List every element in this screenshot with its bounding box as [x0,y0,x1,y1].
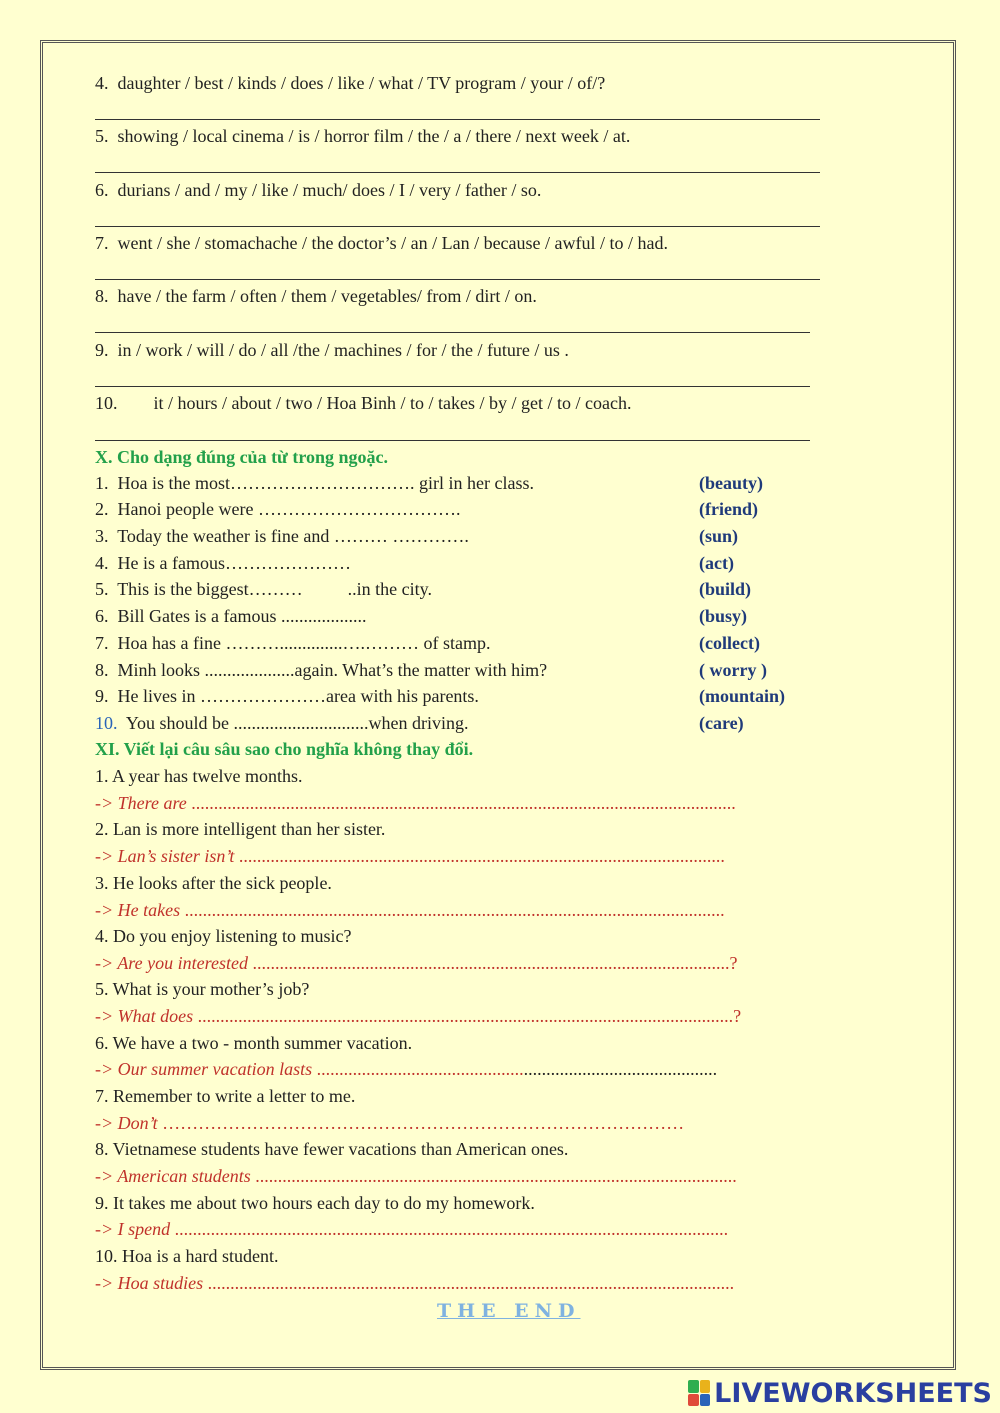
word-form-item: 7. Hoa has a fine ………..............….……… of stamp. [95,633,491,653]
word-hint: (beauty) [699,473,763,493]
answer-line[interactable] [95,172,820,173]
rewrite-question: 5. What is your mother’s job? [95,979,310,999]
word-hint: (friend) [699,499,758,519]
rewrite-question: 7. Remember to write a letter to me. [95,1086,356,1106]
rewrite-question: 1. A year has twelve months. [95,766,303,786]
rewrite-question: 10. Hoa is a hard student. [95,1246,279,1266]
rewrite-answer[interactable]: -> Hoa studies ..................................................................................................................... [95,1273,735,1293]
rewrite-question: 8. Vietnamese students have fewer vacations than American ones. [95,1139,569,1159]
answer-line[interactable] [95,279,820,280]
word-hint: (busy) [699,606,748,626]
word-form-item: 6. Bill Gates is a famous ................... [95,606,367,626]
word-form-item: 5. This is the biggest……… ..in the city. [95,579,432,599]
rewrite-question: 6. We have a two - month summer vacation. [95,1033,413,1053]
word-hint: (collect) [699,633,760,653]
word-form-item: 4. He is a famous………………… [95,553,351,573]
answer-line[interactable] [95,332,810,333]
word-form-item: 2. Hanoi people were ……………………………. [95,499,461,519]
word-form-item: 3. Today the weather is fine and ……… …………. [95,526,469,546]
rewrite-question: 2. Lan is more intelligent than her sister. [95,819,386,839]
reorder-item: 8. have / the farm / often / them / vegetables/ from / dirt / on. [95,286,537,306]
section-x-heading: X. Cho dạng đúng của từ trong ngoặc. [95,447,389,467]
answer-line[interactable] [95,386,810,387]
rewrite-answer[interactable]: -> There are ......................................................................................................................... [95,793,736,813]
rewrite-answer[interactable]: -> Are you interested ..........................................................................................................? [95,953,738,973]
word-hint: ( worry ) [699,660,767,680]
reorder-item: 6. durians / and / my / like / much/ does / I / very / father / so. [95,180,542,200]
liveworksheets-mark-icon [688,1380,710,1406]
rewrite-answer[interactable]: -> What does .......................................................................................................................? [95,1006,742,1026]
word-hint: (act) [699,553,734,573]
word-hint: (build) [699,579,752,599]
word-form-item: 1. Hoa is the most…………………………. girl in her class. [95,473,534,493]
section-xi-heading: XI. Viết lại câu sâu sao cho nghĩa không thay đổi. [95,739,474,759]
rewrite-answer[interactable]: -> Don’t …………………………………………………………………………… [95,1113,685,1133]
rewrite-answer[interactable]: -> Our summer vacation lasts ......................................................................................... [95,1059,718,1079]
reorder-item: 10. it / hours / about / two / Hoa Binh / to / takes / by / get / to / coach. [95,393,632,413]
rewrite-question: 4. Do you enjoy listening to music? [95,926,352,946]
rewrite-question: 9. It takes me about two hours each day to do my homework. [95,1193,535,1213]
word-form-item: 10. You should be ..............................when driving. [95,713,469,733]
word-form-item: 9. He lives in …………………area with his parents. [95,686,479,706]
rewrite-answer[interactable]: -> I spend ........................................................................................................................... [95,1219,729,1239]
liveworksheets-logo[interactable] [688,1378,992,1408]
word-form-item: 8. Minh looks ....................again. What’s the matter with him? [95,660,548,680]
the-end-label: THE END [437,1300,581,1322]
answer-line[interactable] [95,226,820,227]
reorder-item: 9. in / work / will / do / all /the / machines / for / the / future / us . [95,340,569,360]
rewrite-answer[interactable]: -> American students ........................................................................................................... [95,1166,737,1186]
reorder-item: 7. went / she / stomachache / the doctor’s / an / Lan / because / awful / to / had. [95,233,669,253]
rewrite-answer[interactable]: -> He takes ........................................................................................................................ [95,900,725,920]
reorder-item: 5. showing / local cinema / is / horror film / the / a / there / next week / at. [95,126,631,146]
logo-text: LIVEWORKSHEETS [714,1377,992,1409]
answer-line[interactable] [95,440,810,441]
reorder-item: 4. daughter / best / kinds / does / like / what / TV program / your / of/? [95,73,606,93]
word-hint: (sun) [699,526,739,546]
rewrite-answer[interactable]: -> Lan’s sister isn’t ............................................................................................................ [95,846,725,866]
rewrite-question: 3. He looks after the sick people. [95,873,332,893]
word-hint: (mountain) [699,686,786,706]
answer-line[interactable] [95,119,820,120]
word-hint: (care) [699,713,744,733]
